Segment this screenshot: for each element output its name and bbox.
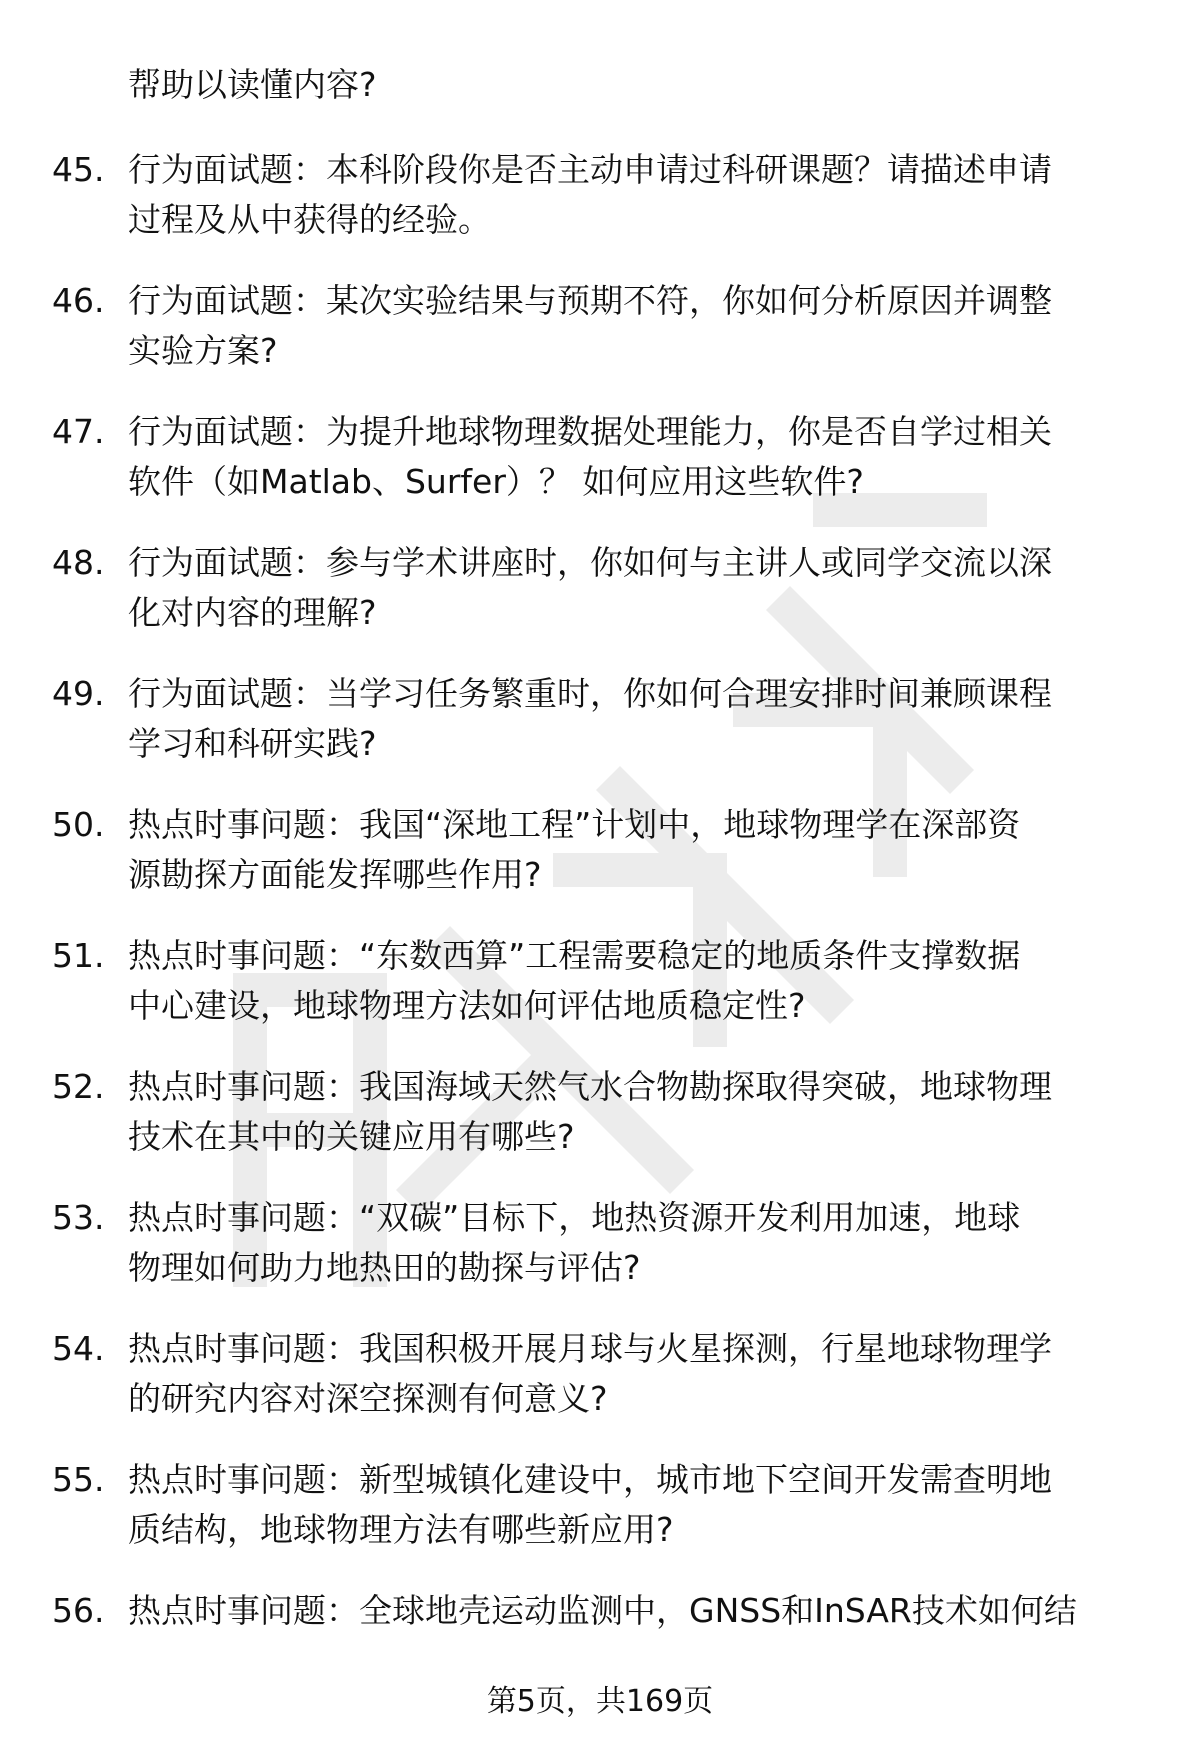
question-text-line: 源勘探方面能发挥哪些作用? (128, 855, 542, 894)
question-number: 47. (52, 412, 105, 451)
question-text-line: 的研究内容对深空探测有何意义? (128, 1379, 608, 1418)
question-number: 54. (52, 1329, 105, 1368)
question-item-47 (0, 407, 1200, 538)
question-item-55 (0, 1455, 1200, 1586)
question-item-48 (0, 538, 1200, 669)
question-item-49 (0, 669, 1200, 800)
question-item-54 (0, 1324, 1200, 1455)
question-text-line: 中心建设，地球物理方法如何评估地质稳定性? (128, 986, 806, 1025)
question-text-line: 热点时事问题：我国“深地工程”计划中，地球物理学在深部资 (128, 805, 1021, 844)
question-number: 55. (52, 1460, 105, 1499)
page-footer: 第5页，共169页 (486, 1684, 714, 1719)
question-text-line: 行为面试题：当学习任务繁重时，你如何合理安排时间兼顾课程 (128, 674, 1052, 713)
question-text-line: 化对内容的理解? (128, 593, 377, 632)
question-text-line: 热点时事问题：“双碳”目标下，地热资源开发利用加速，地球 (128, 1198, 1021, 1237)
question-item-50 (0, 800, 1200, 931)
question-number: 50. (52, 805, 105, 844)
continued-question-line: 帮助以读懂内容? (128, 65, 377, 104)
question-number: 49. (52, 674, 105, 713)
question-item-51 (0, 931, 1200, 1062)
question-text-line: 行为面试题：某次实验结果与预期不符，你如何分析原因并调整 (128, 281, 1052, 320)
question-number: 48. (52, 543, 105, 582)
question-text-line: 软件（如Matlab、Surfer）？ 如何应用这些软件? (128, 462, 864, 501)
question-text-line: 热点时事问题：全球地壳运动监测中，GNSS和InSAR技术如何结 (128, 1591, 1077, 1630)
question-item-46 (0, 276, 1200, 407)
question-text-line: 物理如何助力地热田的勘探与评估? (128, 1248, 641, 1287)
question-text-line: 热点时事问题：我国海域天然气水合物勘探取得突破，地球物理 (128, 1067, 1052, 1106)
question-list (0, 145, 1200, 1717)
question-text-line: 技术在其中的关键应用有哪些? (128, 1117, 575, 1156)
question-text-line: 质结构，地球物理方法有哪些新应用? (128, 1510, 674, 1549)
question-text-line: 行为面试题：参与学术讲座时，你如何与主讲人或同学交流以深 (128, 543, 1052, 582)
question-number: 53. (52, 1198, 105, 1237)
question-number: 51. (52, 936, 105, 975)
question-number: 52. (52, 1067, 105, 1106)
question-number: 56. (52, 1591, 105, 1630)
question-text-line: 热点时事问题：新型城镇化建设中，城市地下空间开发需查明地 (128, 1460, 1052, 1499)
question-text-line: 热点时事问题：我国积极开展月球与火星探测，行星地球物理学 (128, 1329, 1052, 1368)
question-item-53 (0, 1193, 1200, 1324)
question-text-line: 行为面试题：本科阶段你是否主动申请过科研课题？请描述申请 (128, 150, 1052, 189)
question-text-line: 行为面试题：为提升地球物理数据处理能力，你是否自学过相关 (128, 412, 1052, 451)
question-text-line: 热点时事问题：“东数西算”工程需要稳定的地质条件支撑数据 (128, 936, 1021, 975)
question-number: 45. (52, 150, 105, 189)
question-text-line: 实验方案? (128, 331, 278, 370)
question-number: 46. (52, 281, 105, 320)
question-text-line: 学习和科研实践? (128, 724, 377, 763)
question-item-52 (0, 1062, 1200, 1193)
question-item-45 (0, 145, 1200, 276)
question-text-line: 过程及从中获得的经验。 (128, 200, 491, 239)
